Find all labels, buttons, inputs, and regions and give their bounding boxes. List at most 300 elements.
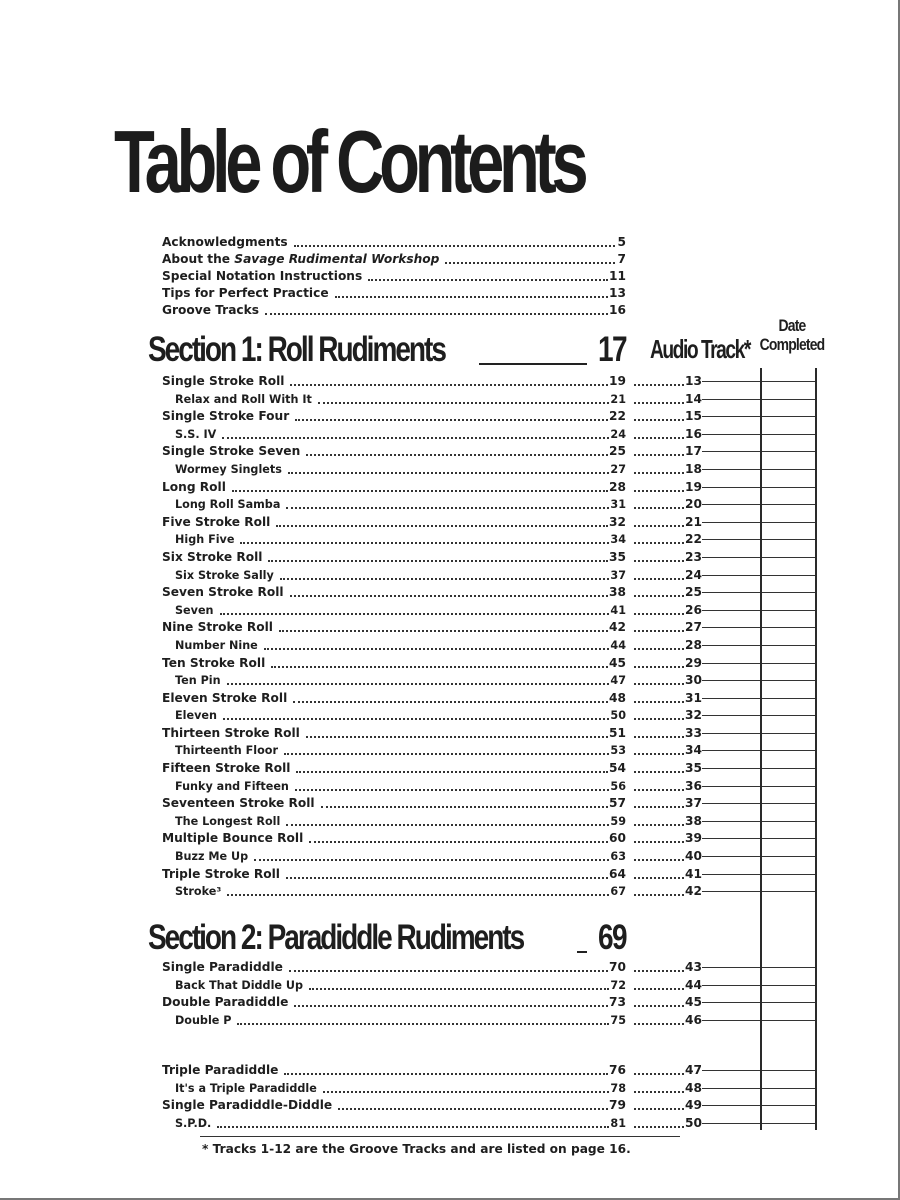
toc-entry[interactable] bbox=[162, 654, 816, 672]
entry-main bbox=[175, 1079, 626, 1096]
entry-name: Double Paradiddle bbox=[162, 995, 289, 1010]
entry-name: High Five bbox=[175, 533, 235, 547]
entry-name: Thirteen Stroke Roll bbox=[162, 725, 300, 740]
track-rule bbox=[702, 733, 759, 734]
track-rule bbox=[702, 663, 759, 664]
date-completed-field[interactable] bbox=[759, 487, 816, 488]
track-rule bbox=[702, 627, 759, 628]
toc-entry[interactable] bbox=[162, 372, 816, 390]
track-rule bbox=[702, 592, 759, 593]
audio-track-number: 31 bbox=[685, 690, 702, 705]
entry-main bbox=[175, 812, 626, 829]
dot-leader bbox=[634, 1108, 684, 1110]
entry-page: 19 bbox=[609, 374, 626, 388]
track-rule bbox=[702, 1070, 759, 1071]
toc-entry[interactable] bbox=[162, 829, 816, 847]
dot-leader bbox=[634, 753, 684, 755]
toc-entry[interactable] bbox=[162, 689, 816, 707]
entry-main bbox=[162, 442, 626, 459]
entry-main bbox=[162, 1096, 626, 1113]
section-page: 69 bbox=[598, 918, 626, 957]
dot-leader bbox=[634, 472, 684, 474]
entry-page: 72 bbox=[610, 978, 626, 992]
dot-leader bbox=[335, 296, 608, 298]
entry-name: Fifteen Stroke Roll bbox=[162, 761, 291, 776]
date-completed-field[interactable] bbox=[759, 680, 816, 681]
toc-subentry[interactable] bbox=[162, 882, 816, 900]
section-title: Section 2: Paradiddle Rudiments bbox=[148, 918, 524, 957]
section-1-heading[interactable] bbox=[148, 326, 626, 370]
entry-page: 31 bbox=[610, 498, 626, 512]
audio-track-cell bbox=[634, 882, 702, 899]
track-rule bbox=[702, 557, 759, 558]
entry-page: 67 bbox=[610, 885, 626, 899]
toc-entry[interactable] bbox=[162, 548, 816, 566]
date-completed-field[interactable] bbox=[759, 768, 816, 769]
toc-subentry[interactable] bbox=[162, 812, 816, 830]
toc-entry[interactable] bbox=[162, 794, 816, 812]
entry-main bbox=[162, 513, 626, 530]
dot-leader bbox=[265, 313, 608, 315]
audio-track-cell bbox=[634, 583, 702, 600]
entry-name: Single Stroke Seven bbox=[162, 444, 301, 459]
toc-subentry[interactable] bbox=[162, 777, 816, 795]
date-completed-field[interactable] bbox=[759, 575, 816, 576]
entry-name: Nine Stroke Roll bbox=[162, 620, 273, 635]
audio-track-cell bbox=[634, 530, 702, 547]
audio-track-number: 41 bbox=[685, 866, 702, 881]
audio-track-cell bbox=[634, 741, 702, 758]
toc-entry[interactable] bbox=[162, 513, 816, 531]
entry-name: Long Roll Samba bbox=[175, 498, 281, 512]
entry-main bbox=[162, 372, 626, 389]
toc-entry[interactable] bbox=[162, 958, 816, 976]
dot-leader bbox=[232, 490, 608, 492]
date-completed-field[interactable] bbox=[759, 733, 816, 734]
entry-name: The Longest Roll bbox=[175, 814, 281, 828]
entry-main bbox=[162, 724, 626, 741]
entry-page: 73 bbox=[609, 995, 626, 1010]
toc-entry[interactable] bbox=[162, 1061, 816, 1079]
audio-track-number: 17 bbox=[685, 444, 702, 459]
audio-track-number: 45 bbox=[685, 995, 702, 1010]
entry-main bbox=[175, 601, 626, 618]
entry-main bbox=[175, 425, 626, 442]
entry-main bbox=[175, 777, 626, 794]
audio-track-number: 44 bbox=[685, 977, 702, 992]
entry-name: Thirteenth Floor bbox=[175, 744, 279, 758]
entry-page: 60 bbox=[609, 831, 626, 846]
toc-subentry[interactable] bbox=[162, 460, 816, 478]
date-completed-field[interactable] bbox=[759, 1123, 816, 1124]
entry-main bbox=[175, 882, 626, 899]
dot-leader bbox=[634, 789, 684, 791]
entry-main bbox=[162, 958, 626, 975]
track-rule bbox=[702, 416, 759, 417]
entry-name: Triple Stroke Roll bbox=[162, 866, 280, 881]
entry-name: Ten Pin bbox=[175, 674, 221, 688]
date-header-line1: Date bbox=[778, 316, 806, 335]
entry-main bbox=[175, 1011, 626, 1028]
dot-leader bbox=[220, 613, 610, 615]
entry-main bbox=[175, 1114, 626, 1131]
audio-track-number: 34 bbox=[685, 743, 702, 758]
track-rule bbox=[702, 610, 759, 611]
toc-subentry[interactable] bbox=[162, 1079, 816, 1097]
track-rule bbox=[702, 381, 759, 382]
entry-page: 45 bbox=[609, 655, 626, 670]
entry-name: Back That Diddle Up bbox=[175, 978, 303, 992]
entry-main bbox=[175, 976, 626, 993]
audio-track-cell bbox=[634, 654, 702, 671]
dot-leader bbox=[223, 718, 610, 720]
toc-entry[interactable] bbox=[162, 233, 626, 250]
toc-subentry[interactable] bbox=[162, 530, 816, 548]
audio-track-number: 33 bbox=[685, 725, 702, 740]
audio-track-number: 32 bbox=[685, 708, 702, 723]
entry-name: Single Paradiddle-Diddle bbox=[162, 1098, 333, 1113]
date-completed-field[interactable] bbox=[759, 821, 816, 822]
track-rule bbox=[702, 715, 759, 716]
dot-leader bbox=[634, 894, 684, 896]
entry-main bbox=[175, 847, 626, 864]
dot-leader bbox=[321, 806, 608, 808]
entry-name: Buzz Me Up bbox=[175, 850, 249, 864]
footnote: * Tracks 1-12 are the Groove Tracks and are listed on page 16. bbox=[202, 1142, 631, 1156]
date-completed-field[interactable] bbox=[759, 663, 816, 664]
date-completed-field[interactable] bbox=[759, 856, 816, 857]
entry-name: Relax and Roll With It bbox=[175, 392, 312, 406]
toc-entry[interactable] bbox=[162, 724, 816, 742]
dot-leader bbox=[318, 402, 610, 404]
entry-name: Seventeen Stroke Roll bbox=[162, 796, 315, 811]
date-completed-field[interactable] bbox=[759, 399, 816, 400]
dot-leader bbox=[268, 560, 608, 562]
entry-page: 27 bbox=[610, 462, 626, 476]
date-completed-field[interactable] bbox=[759, 750, 816, 751]
track-rule bbox=[702, 575, 759, 576]
toc-entry[interactable] bbox=[162, 267, 626, 284]
audio-track-number: 35 bbox=[685, 761, 702, 776]
entry-main bbox=[162, 407, 626, 424]
section-title: Section 1: Roll Rudiments bbox=[148, 330, 445, 369]
entry-name bbox=[162, 252, 445, 267]
toc-subentry[interactable] bbox=[162, 425, 816, 443]
entry-name: Triple Paradiddle bbox=[162, 1063, 279, 1077]
date-column-right-border bbox=[815, 368, 817, 1130]
entry-name: Double P bbox=[175, 1013, 232, 1027]
toc-subentry[interactable] bbox=[162, 741, 816, 759]
audio-track-cell bbox=[634, 689, 702, 706]
date-completed-field[interactable] bbox=[759, 715, 816, 716]
dot-leader bbox=[227, 894, 609, 896]
audio-track-number: 21 bbox=[685, 514, 702, 529]
audio-track-number: 20 bbox=[685, 497, 702, 512]
date-completed-field[interactable] bbox=[759, 1002, 816, 1003]
toc-entry[interactable] bbox=[162, 250, 626, 267]
track-rule bbox=[702, 504, 759, 505]
date-completed-field[interactable] bbox=[759, 891, 816, 892]
toc-subentry[interactable] bbox=[162, 601, 816, 619]
entry-page: 28 bbox=[609, 479, 626, 494]
date-completed-field[interactable] bbox=[759, 838, 816, 839]
audio-track-number: 15 bbox=[685, 409, 702, 424]
dot-leader bbox=[217, 1126, 609, 1128]
audio-track-number: 22 bbox=[685, 532, 702, 547]
dot-leader bbox=[634, 419, 684, 421]
audio-track-cell bbox=[634, 407, 702, 424]
date-completed-field[interactable] bbox=[759, 698, 816, 699]
audio-track-cell bbox=[634, 829, 702, 846]
entry-main bbox=[162, 829, 626, 846]
track-rule bbox=[702, 1105, 759, 1106]
entry-main bbox=[162, 478, 626, 495]
dot-leader bbox=[634, 666, 684, 668]
audio-track-cell bbox=[634, 865, 702, 882]
section-2-entries-group-2 bbox=[162, 1061, 816, 1131]
toc-subentry[interactable] bbox=[162, 706, 816, 724]
date-completed-field[interactable] bbox=[759, 786, 816, 787]
track-rule bbox=[702, 434, 759, 435]
date-completed-field[interactable] bbox=[759, 381, 816, 382]
audio-track-cell bbox=[634, 601, 702, 618]
audio-track-cell bbox=[634, 1114, 702, 1131]
dot-leader bbox=[286, 824, 609, 826]
audio-track-number: 29 bbox=[685, 655, 702, 670]
toc-subentry[interactable] bbox=[162, 566, 816, 584]
dot-leader bbox=[264, 648, 610, 650]
entry-page: 22 bbox=[609, 409, 626, 424]
toc-subentry[interactable] bbox=[162, 976, 816, 994]
track-rule bbox=[702, 1020, 759, 1021]
toc-entry[interactable] bbox=[162, 583, 816, 601]
entry-page: 76 bbox=[609, 1063, 626, 1077]
entry-page: 63 bbox=[610, 850, 626, 864]
track-rule bbox=[702, 750, 759, 751]
audio-track-number: 28 bbox=[685, 637, 702, 652]
dot-leader bbox=[271, 666, 608, 668]
dot-leader bbox=[634, 718, 684, 720]
dot-leader bbox=[634, 1073, 684, 1075]
audio-track-cell bbox=[634, 425, 702, 442]
audio-track-cell bbox=[634, 847, 702, 864]
entry-page: 21 bbox=[610, 392, 626, 406]
audio-track-number: 25 bbox=[685, 585, 702, 600]
date-completed-field[interactable] bbox=[759, 610, 816, 611]
date-completed-field[interactable] bbox=[759, 592, 816, 593]
entry-page: 47 bbox=[610, 674, 626, 688]
entry-page: 11 bbox=[609, 269, 626, 283]
entry-name: Stroke³ bbox=[175, 885, 222, 899]
date-column-left-border bbox=[760, 368, 762, 1130]
entry-name: Long Roll bbox=[162, 479, 226, 494]
date-completed-field[interactable] bbox=[759, 1070, 816, 1071]
date-completed-field[interactable] bbox=[759, 451, 816, 452]
audio-track-cell bbox=[634, 1061, 702, 1078]
toc-entry[interactable] bbox=[162, 284, 626, 301]
toc-subentry[interactable] bbox=[162, 671, 816, 689]
dot-leader bbox=[634, 824, 684, 826]
entry-main bbox=[162, 654, 626, 671]
entry-name: Number Nine bbox=[175, 638, 258, 652]
dot-leader bbox=[290, 384, 608, 386]
dot-leader bbox=[288, 472, 610, 474]
track-rule bbox=[702, 645, 759, 646]
audio-track-cell bbox=[634, 460, 702, 477]
dot-leader bbox=[323, 1091, 610, 1093]
audio-track-number: 38 bbox=[685, 813, 702, 828]
audio-track-number: 19 bbox=[685, 479, 702, 494]
track-rule bbox=[702, 469, 759, 470]
toc-entry[interactable] bbox=[162, 865, 816, 883]
toc-entry[interactable] bbox=[162, 407, 816, 425]
dot-leader bbox=[634, 859, 684, 861]
dot-leader bbox=[634, 595, 684, 597]
toc-entry[interactable] bbox=[162, 1096, 816, 1114]
audio-track-number: 18 bbox=[685, 461, 702, 476]
dot-leader bbox=[445, 262, 615, 264]
entry-main bbox=[162, 689, 626, 706]
section-rule bbox=[479, 363, 587, 365]
toc-subentry[interactable] bbox=[162, 636, 816, 654]
section-1-entries bbox=[162, 372, 816, 900]
date-completed-field[interactable] bbox=[759, 1105, 816, 1106]
entry-name: Wormey Singlets bbox=[175, 462, 282, 476]
audio-track-number: 16 bbox=[685, 426, 702, 441]
track-rule bbox=[702, 1002, 759, 1003]
dot-leader bbox=[368, 279, 608, 281]
dot-leader bbox=[634, 542, 684, 544]
date-completed-field[interactable] bbox=[759, 1088, 816, 1089]
toc-subentry[interactable] bbox=[162, 847, 816, 865]
date-completed-field[interactable] bbox=[759, 627, 816, 628]
entry-page: 42 bbox=[609, 620, 626, 635]
toc-subentry[interactable] bbox=[162, 1114, 816, 1132]
dot-leader bbox=[290, 595, 608, 597]
entry-page: 57 bbox=[609, 796, 626, 811]
audio-track-cell bbox=[634, 618, 702, 635]
dot-leader bbox=[634, 841, 684, 843]
section-page: 17 bbox=[598, 330, 626, 369]
toc-entry[interactable] bbox=[162, 759, 816, 777]
dot-leader bbox=[338, 1108, 608, 1110]
entry-name: Single Stroke Four bbox=[162, 409, 290, 424]
date-completed-field[interactable] bbox=[759, 985, 816, 986]
toc-entry[interactable] bbox=[162, 478, 816, 496]
audio-track-cell bbox=[634, 724, 702, 741]
toc-subentry[interactable] bbox=[162, 495, 816, 513]
dot-leader bbox=[309, 988, 609, 990]
dot-leader bbox=[294, 245, 615, 247]
date-completed-field[interactable] bbox=[759, 803, 816, 804]
dot-leader bbox=[284, 1073, 608, 1075]
date-completed-field[interactable] bbox=[759, 434, 816, 435]
entry-page: 44 bbox=[610, 638, 626, 652]
audio-track-number: 40 bbox=[685, 849, 702, 864]
entry-name: Acknowledgments bbox=[162, 235, 288, 249]
toc-entry[interactable] bbox=[162, 442, 816, 460]
dot-leader bbox=[634, 525, 684, 527]
audio-track-number: 30 bbox=[685, 673, 702, 688]
section-2-heading[interactable] bbox=[148, 914, 626, 958]
dot-leader bbox=[309, 841, 608, 843]
date-completed-field[interactable] bbox=[759, 1020, 816, 1021]
dot-leader bbox=[294, 1005, 608, 1007]
dot-leader bbox=[240, 542, 609, 544]
entry-page: 70 bbox=[609, 960, 626, 974]
track-rule bbox=[702, 680, 759, 681]
toc-entry[interactable] bbox=[162, 618, 816, 636]
date-completed-field[interactable] bbox=[759, 645, 816, 646]
entry-main bbox=[162, 759, 626, 776]
dot-leader bbox=[289, 970, 608, 972]
entry-name: Seven Stroke Roll bbox=[162, 585, 284, 600]
track-rule bbox=[702, 1088, 759, 1089]
entry-name: S.P.D. bbox=[175, 1116, 212, 1130]
toc-subentry[interactable] bbox=[162, 1011, 816, 1029]
audio-track-cell bbox=[634, 993, 702, 1010]
dot-leader bbox=[634, 648, 684, 650]
track-rule bbox=[702, 874, 759, 875]
entry-name: Seven bbox=[175, 603, 214, 617]
audio-track-cell bbox=[634, 495, 702, 512]
entry-main bbox=[162, 865, 626, 882]
section-rule bbox=[577, 951, 587, 953]
dot-leader bbox=[634, 402, 684, 404]
entry-main bbox=[162, 1061, 626, 1078]
audio-track-cell bbox=[634, 706, 702, 723]
dot-leader bbox=[276, 525, 608, 527]
date-completed-field[interactable] bbox=[759, 874, 816, 875]
date-completed-field[interactable] bbox=[759, 416, 816, 417]
audio-track-cell bbox=[634, 478, 702, 495]
entry-main bbox=[162, 548, 626, 565]
audio-track-cell bbox=[634, 671, 702, 688]
date-completed-field[interactable] bbox=[759, 504, 816, 505]
dot-leader bbox=[286, 877, 608, 879]
entry-name: S.S. IV bbox=[175, 427, 217, 441]
entry-page: 78 bbox=[610, 1081, 626, 1095]
front-matter-list bbox=[162, 233, 626, 318]
track-rule bbox=[702, 522, 759, 523]
entry-page: 56 bbox=[610, 779, 626, 793]
date-completed-field[interactable] bbox=[759, 967, 816, 968]
dot-leader bbox=[634, 736, 684, 738]
entry-main bbox=[175, 706, 626, 723]
dot-leader bbox=[222, 437, 609, 439]
date-completed-field[interactable] bbox=[759, 469, 816, 470]
dot-leader bbox=[634, 970, 684, 972]
entry-page: 48 bbox=[609, 690, 626, 705]
footnote-rule bbox=[200, 1136, 680, 1137]
entry-name-prefix: About the bbox=[162, 252, 235, 266]
track-rule bbox=[702, 768, 759, 769]
entry-name: Ten Stroke Roll bbox=[162, 655, 266, 670]
date-completed-field[interactable] bbox=[759, 557, 816, 558]
audio-track-cell bbox=[634, 548, 702, 565]
toc-entry[interactable] bbox=[162, 301, 626, 318]
entry-page: 5 bbox=[617, 235, 626, 249]
entry-page: 16 bbox=[609, 303, 626, 317]
entry-page: 25 bbox=[609, 444, 626, 459]
dot-leader bbox=[296, 771, 608, 773]
entry-name: Funky and Fifteen bbox=[175, 779, 289, 793]
toc-subentry[interactable] bbox=[162, 390, 816, 408]
date-completed-field[interactable] bbox=[759, 539, 816, 540]
toc-entry[interactable] bbox=[162, 993, 816, 1011]
date-completed-field[interactable] bbox=[759, 522, 816, 523]
entry-main bbox=[175, 390, 626, 407]
